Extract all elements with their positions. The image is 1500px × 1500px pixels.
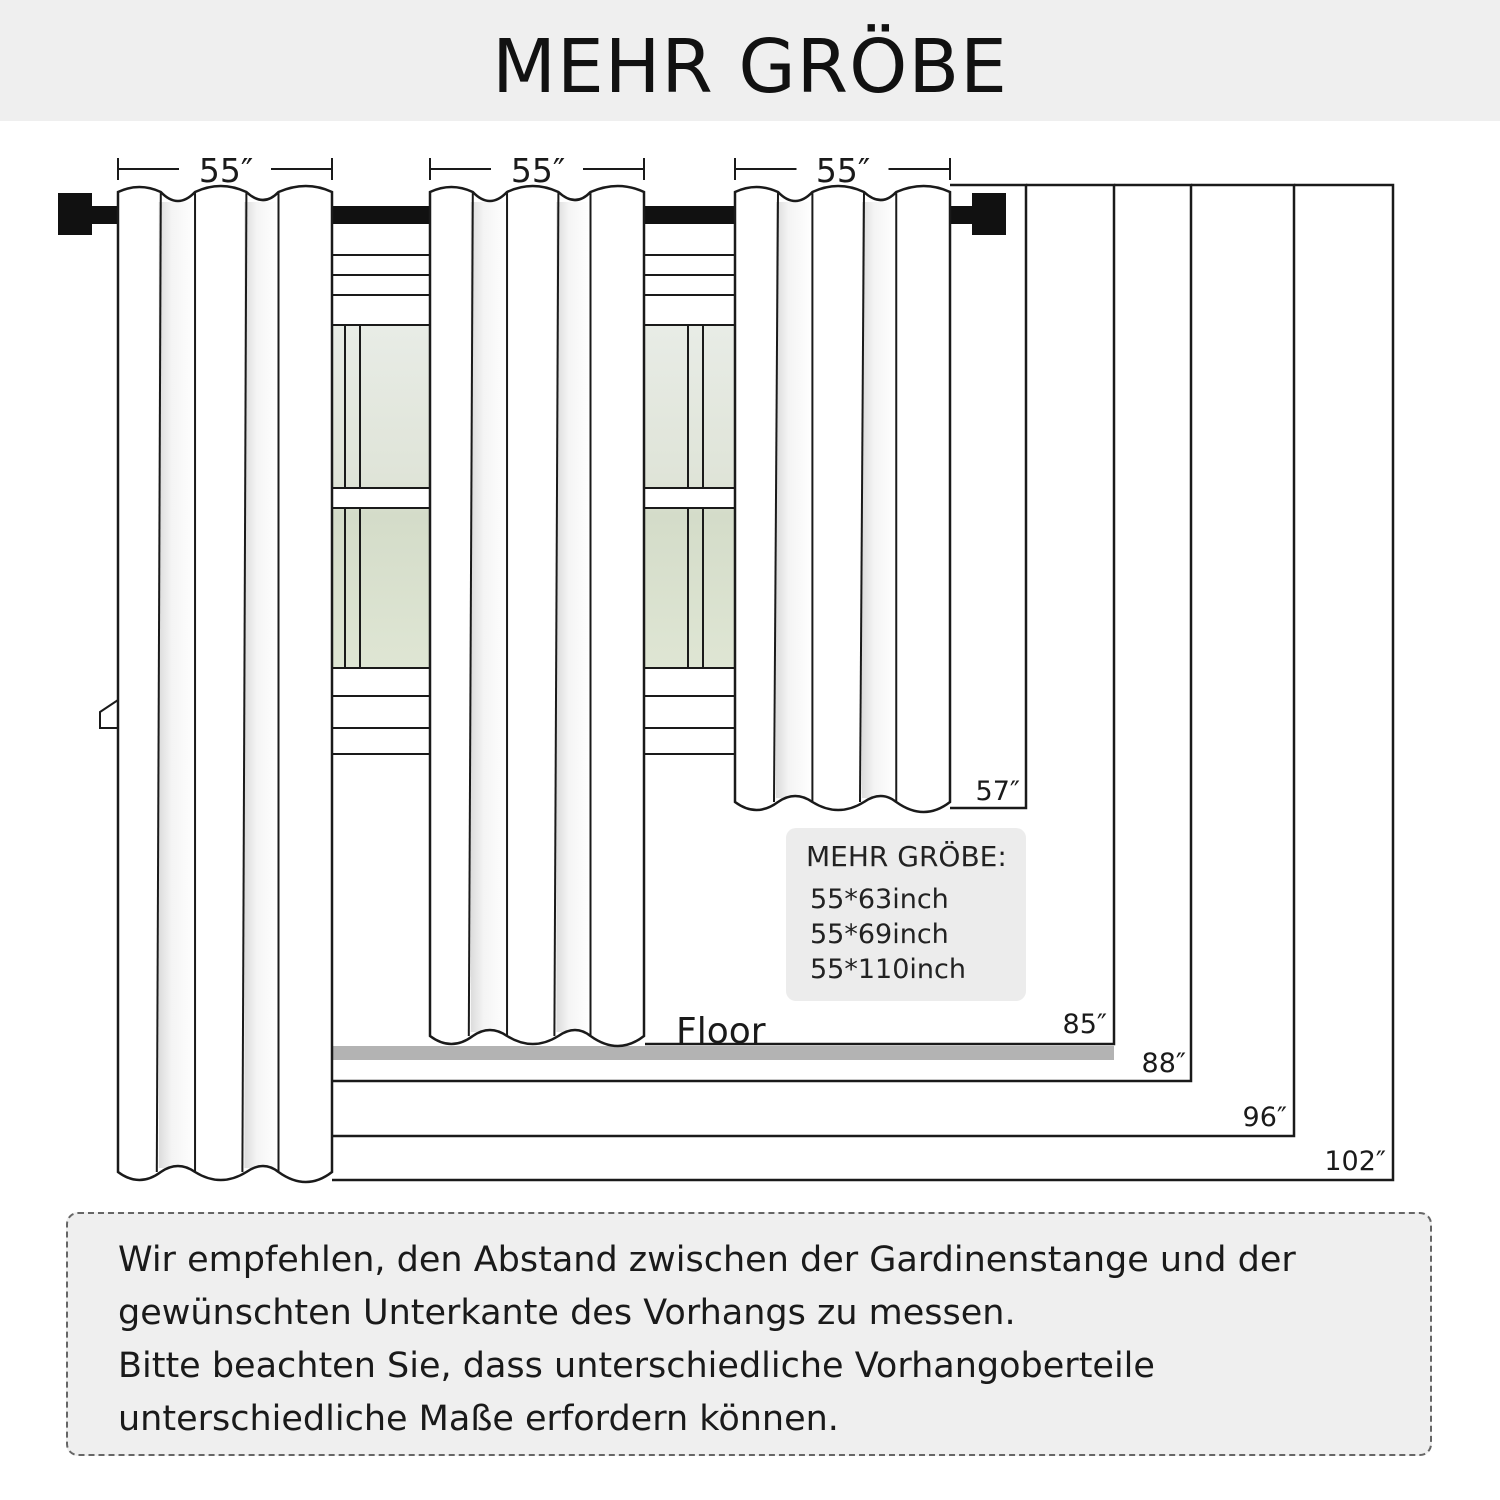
curtain-fill xyxy=(430,186,644,1046)
note-paragraph: Wir empfehlen, den Abstand zwischen der Gardinenstange und der gewünschten Unterkante des Vorhangs zu messen. xyxy=(118,1240,1296,1333)
sizes-box xyxy=(786,828,1026,1001)
length-label-102: 102″ xyxy=(1324,1146,1386,1177)
note-text xyxy=(118,1234,1408,1446)
bracket-57 xyxy=(950,185,1026,808)
curtain-fill xyxy=(118,186,332,1182)
curtain-panels xyxy=(118,186,950,1182)
panel-width-label: 55″ xyxy=(198,151,254,190)
panel-width-label: 55″ xyxy=(510,151,566,190)
length-label-57: 57″ xyxy=(975,776,1020,807)
curtain-fold-shadow xyxy=(776,202,812,798)
curtain-fold-shadow xyxy=(556,202,590,1032)
length-label-96: 96″ xyxy=(1242,1102,1287,1133)
panel-width-label: 55″ xyxy=(815,151,871,190)
length-label-88: 88″ xyxy=(1141,1048,1186,1079)
curtain-fold-shadow xyxy=(159,202,195,1168)
curtain-fold-shadow xyxy=(471,202,507,1032)
curtain-panel xyxy=(118,186,332,1182)
curtain-panel xyxy=(430,186,644,1046)
floor-label: Floor xyxy=(676,1011,766,1052)
size-option: 55*69inch xyxy=(810,919,949,950)
sizes-box-title: MEHR GRÖBE: xyxy=(806,840,1007,873)
rod-finial-left xyxy=(58,193,92,235)
rod-finial-right xyxy=(972,193,1006,235)
window-sill-edge xyxy=(100,700,118,728)
page-title: MEHR GRÖBE xyxy=(492,24,1008,110)
curtain-fold-shadow xyxy=(244,202,278,1168)
curtain-fill xyxy=(735,186,950,812)
length-label-85: 85″ xyxy=(1062,1009,1107,1040)
measurement-note xyxy=(66,1212,1432,1456)
note-paragraph: Bitte beachten Sie, dass unterschiedliche Vorhangoberteile unterschiedliche Maße erfordern können. xyxy=(118,1346,1155,1439)
size-option: 55*110inch xyxy=(810,954,966,985)
size-option: 55*63inch xyxy=(810,884,949,915)
curtain-panel xyxy=(735,186,950,812)
curtain-fold-shadow xyxy=(862,202,896,798)
